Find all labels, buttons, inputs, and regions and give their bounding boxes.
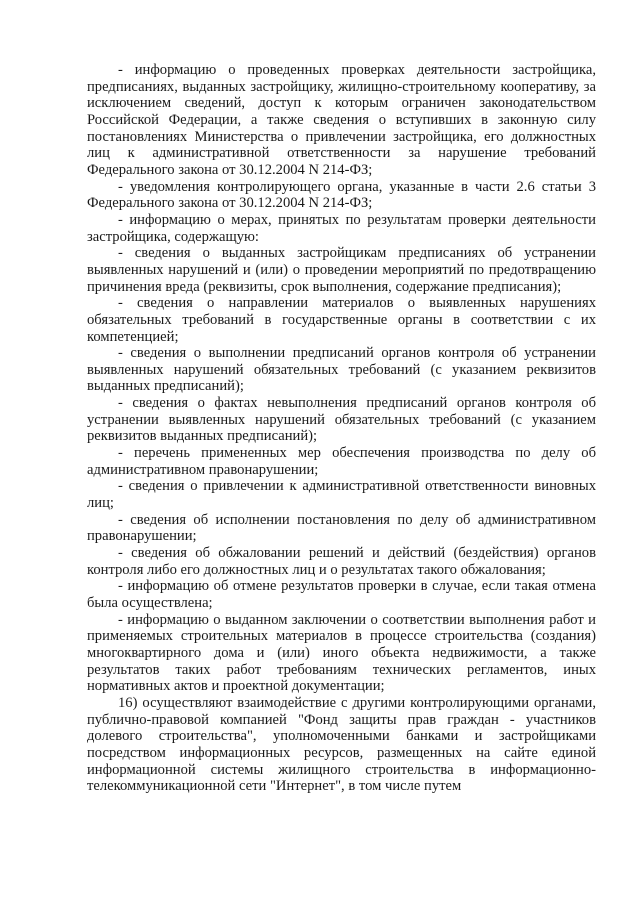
paragraph-ruling-execution: - сведения об исполнении постановления по делу об административном правонарушении; [87, 511, 596, 545]
paragraph-appeals: - сведения об обжаловании решений и действий (бездействия) органов контроля либо его должностных лиц и о результатах такого обжалования; [87, 545, 596, 578]
paragraph-orders-fulfilled: - сведения о выполнении предписаний органов контроля об устранении выявленных нарушений обязательных требований (с указанием реквизитов выданных предписаний); [87, 345, 596, 395]
paragraph-conformity-conclusion: - информацию о выданном заключении о соответствии выполнения работ и применяемых строительных материалов в процессе строительства (создания) многоквартирного дома и (или) иного объекта недвижимости, а также результатов таких работ требованиям технических регламентов, иных нормативных актов и проектной документации; [87, 611, 596, 695]
paragraph-enforcement-measures: - перечень примененных мер обеспечения производства по делу об административном правонарушении; [87, 445, 596, 478]
paragraph-notifications: - уведомления контролирующего органа, указанные в части 2.6 статьи 3 Федерального закона от 30.12.2004 N 214-ФЗ; [87, 178, 596, 212]
paragraph-item-16: 16) осуществляют взаимодействие с другими контролирующими органами, публично-правовой компанией "Фонд защиты прав граждан - участников долевого строительства", уполномоченными банками и застройщиками посредством информационных ресурсов, размещенных на сайте единой информационной системы жилищного строительства в информационно-телекоммуникационной сети "Интернет", в том числе путем [87, 694, 596, 795]
paragraph-issued-orders: - сведения о выданных застройщикам предписаниях об устранении выявленных нарушений и (или) о проведении мероприятий по предотвращению причинения вреда (реквизиты, срок выполнения, содержание предписания); [87, 245, 596, 295]
paragraph-orders-not-fulfilled: - сведения о фактах невыполнения предписаний органов контроля об устранении выявленных нарушений обязательных требований (с указанием реквизитов выданных предписаний); [87, 395, 596, 445]
paragraph-materials-sent: - сведения о направлении материалов о выявленных нарушениях обязательных требований в государственные органы в соответствии с их компетенцией; [87, 295, 596, 345]
document-body [87, 62, 596, 795]
paragraph-cancellation: - информацию об отмене результатов проверки в случае, если такая отмена была осуществлена; [87, 578, 596, 611]
paragraph-inspections-info: - информацию о проведенных проверках деятельности застройщика, предписаниях, выданных застройщику, жилищно-строительному кооперативу, за исключением сведений, доступ к которым ограничен законодательством Российской Федерации, а также сведения о вступивших в законную силу постановлениях Министерства о привлечении застройщика, его должностных лиц к административной ответственности за нарушение требований Федерального закона от 30.12.2004 N 214-ФЗ; [87, 62, 596, 178]
paragraph-measures-info: - информацию о мерах, принятых по результатам проверки деятельности застройщика, содержащую: [87, 211, 596, 245]
paragraph-administrative-liability: - сведения о привлечении к административной ответственности виновных лиц; [87, 478, 596, 512]
